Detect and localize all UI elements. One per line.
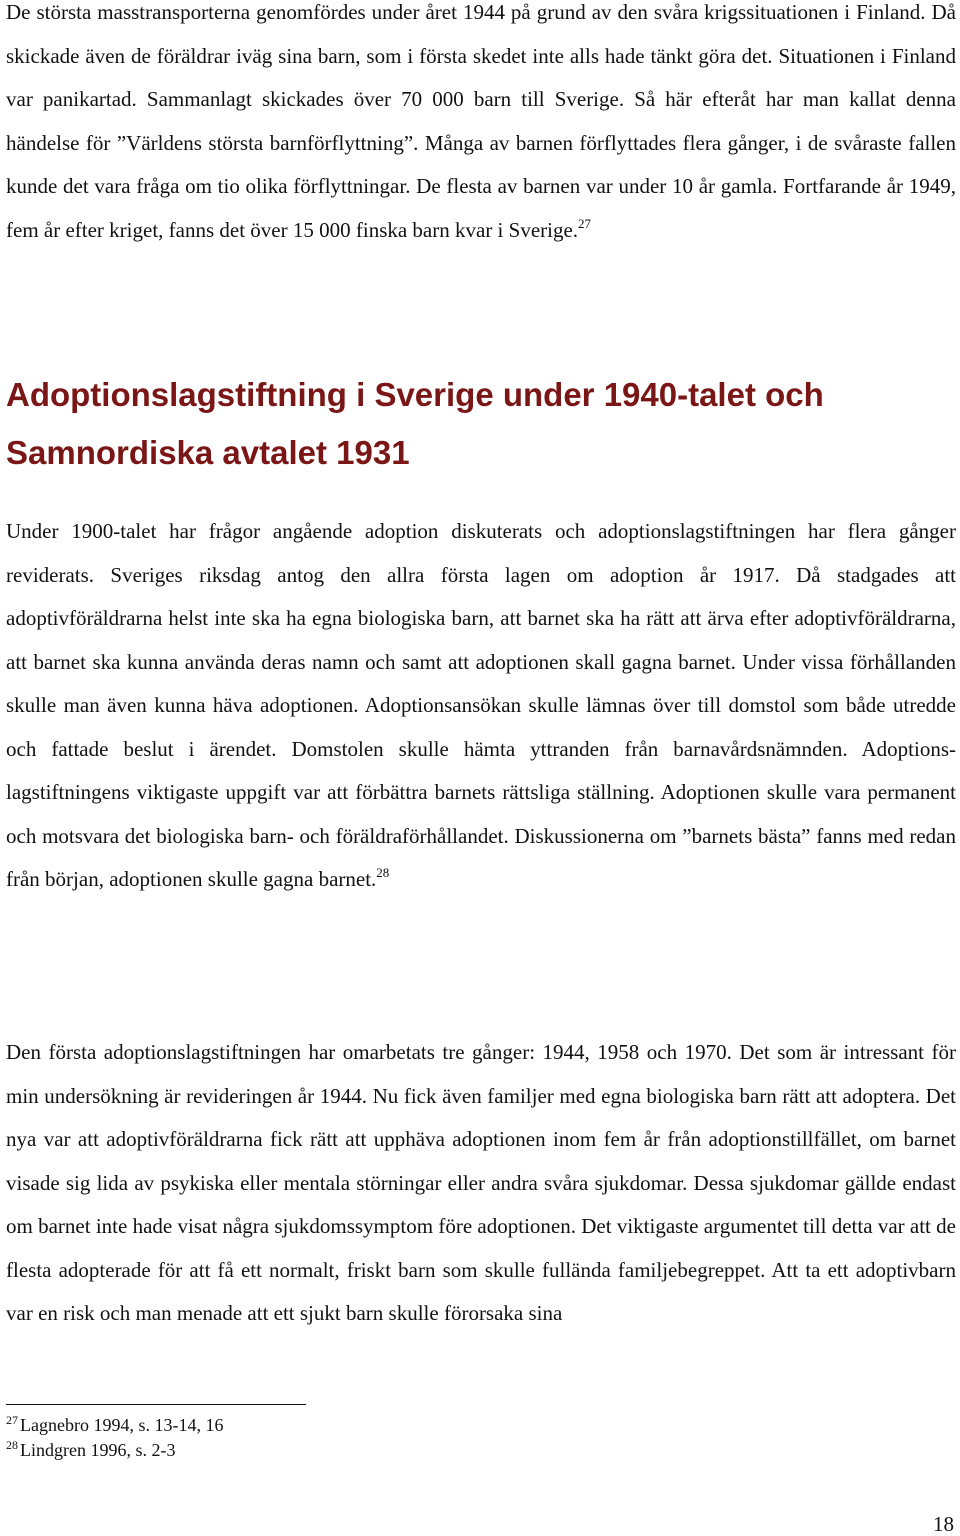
footnote-number: 28 bbox=[6, 1438, 18, 1452]
footnote bbox=[6, 1413, 223, 1438]
footnote-reference: 28 bbox=[376, 865, 390, 880]
footnote-text: Lagnebro 1994, s. 13-14, 16 bbox=[20, 1415, 224, 1435]
paragraph-text: De största masstransporterna genomfördes under året 1944 på grund av den svåra krigssituationen i Finland. Då skickade även de föräldrar iväg sina barn, som i första skedet inte alls hade tänkt göra det. Situationen i Finland var panikartad. Sammanlagt skickades över 70 000 barn till Sverige. Så här efteråt har man kallat denna händelse för ”Världens största barnförflyttning”. Många av barnen förflyttades flera gånger, i de svåraste fallen kunde det vara fråga om tio olika förflyttningar. De flesta av barnen var under 10 år gamla. Fortfarande år 1949, fem år efter kriget, fanns det över 15 000 finska barn kvar i Sverige. bbox=[6, 0, 956, 242]
section-heading: Adoptionslagstiftning i Sverige under 1940-talet och Samnordiska avtalet 1931 bbox=[6, 376, 824, 471]
footnote bbox=[6, 1438, 223, 1463]
paragraph-text: Under 1900-talet har frågor angående adoption diskuterats och adoptionslagstiftningen har flera gånger reviderats. Sveriges riksdag antog den allra första lagen om adoption år 1917. Då stadgades att adoptivföräldrarna helst inte ska ha egna biologiska barn, att barnet ska ha rätt att ärva efter adoptivföräldrarna, att barnet ska kunna använda deras namn och samt att adoptionen skall gagna barnet. Under vissa förhållanden skulle man även kunna häva adoptionen. Adoptionsansökan skulle lämnas över till domstol som både utredde och fattade beslut i ärendet. Domstolen skulle hämta yttranden från barnavårdsnämnden. Adoptionslagstiftningens viktigaste uppgift var att förbättra barnets rättsliga ställning. Adoptionen skulle vara permanent och motsvara det biologiska barn- och föräldraförhållandet. Diskussionerna om ”barnets bästa” fanns med redan från början, adoptionen skulle gagna barnet. bbox=[6, 519, 956, 891]
footnote-number: 27 bbox=[6, 1413, 18, 1427]
page-number: 18 bbox=[933, 1512, 954, 1536]
body-paragraph bbox=[6, 510, 956, 902]
footnote-reference: 27 bbox=[578, 215, 592, 231]
body-paragraph bbox=[6, 0, 956, 252]
body-paragraph: Den första adoptionslagstiftningen har omarbetats tre gånger: 1944, 1958 och 1970. Det som är intressant för min undersökning är revideringen år 1944. Nu fick även familjer med egna biologiska barn rätt att adoptera. Det nya var att adoptivföräldrarna fick rätt att upphäva adoptionen inom fem år från adoptionstillfället, om barnet visade sig lida av psykiska eller mentala störningar eller andra svåra sjukdomar. Dessa sjukdomar gällde endast om barnet inte hade visat några sjukdomssymptom före adoptionen. Det viktigaste argumentet till detta var att de flesta adopterade för att få ett normalt, friskt barn som skulle fullända familjebegreppet. Att ta ett adoptivbarn var en risk och man menade att ett sjukt barn skulle förorsaka sina bbox=[6, 1040, 956, 1325]
footnote-separator bbox=[6, 1404, 306, 1405]
footnotes bbox=[6, 1413, 223, 1463]
footnote-text: Lindgren 1996, s. 2-3 bbox=[20, 1440, 176, 1460]
